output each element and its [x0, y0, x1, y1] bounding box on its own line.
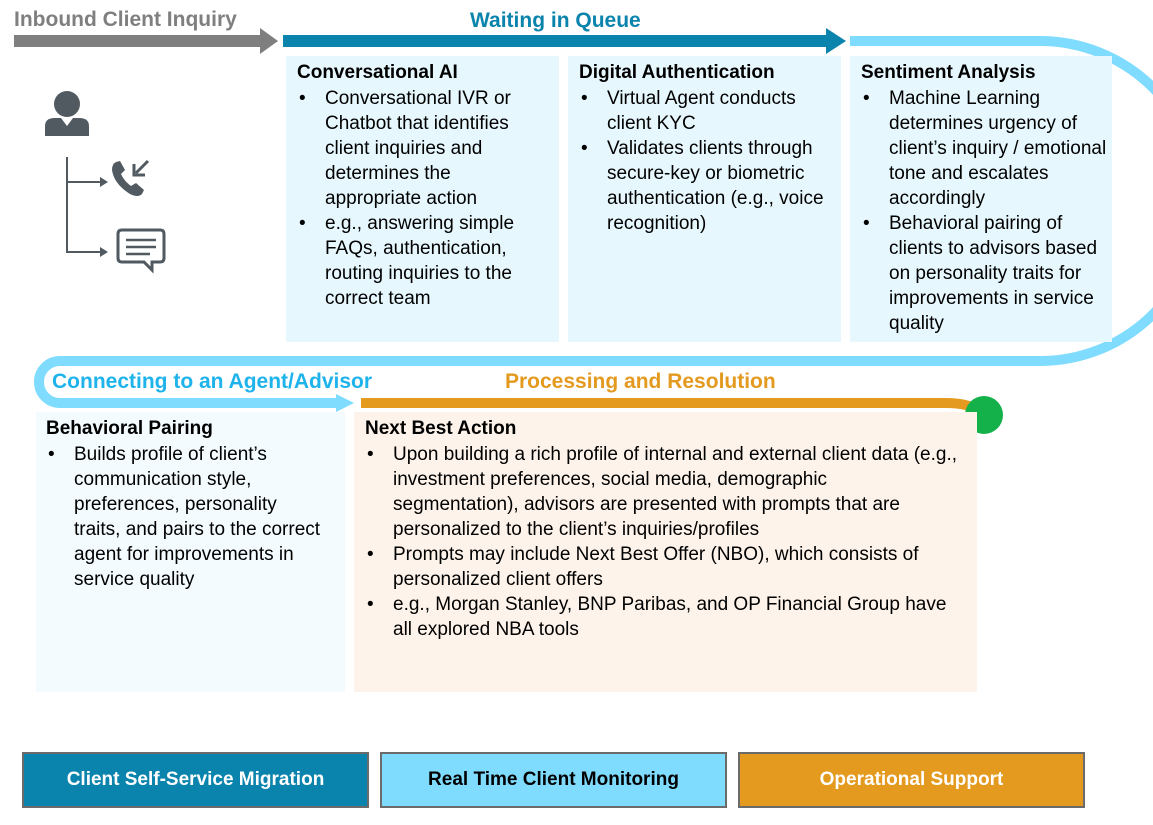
- panel-title: Digital Authentication: [579, 62, 775, 83]
- panel-conversational-ai: [286, 56, 559, 342]
- branch-lines: [67, 157, 102, 252]
- stage-label-queue: Waiting in Queue: [470, 9, 641, 32]
- bullet-item: • Conversational IVR or Chatbot that identifies client inquiries and determines the appropriate action: [297, 86, 551, 211]
- bullet-item: • Machine Learning determines urgency of client’s inquiry / emotional tone and escalates accordingly: [861, 86, 1108, 211]
- panel-title: Next Best Action: [365, 418, 517, 439]
- bullet-item: • Validates clients through secure-key or biometric authentication (e.g., voice recognition): [579, 136, 833, 236]
- stage-label-inbound: Inbound Client Inquiry: [14, 8, 237, 31]
- bullet-list: [46, 442, 325, 592]
- panel-next-best-action: [354, 412, 977, 692]
- legend-real-time-monitoring: Real Time Client Monitoring: [380, 752, 727, 808]
- panel-behavioral-pairing: [36, 412, 345, 692]
- bullet-item: • Prompts may include Next Best Offer (NBO), which consists of personalized client offers: [365, 542, 957, 592]
- stage-label-processing: Processing and Resolution: [505, 370, 776, 393]
- inbound-channels: [30, 80, 180, 280]
- panel-digital-authentication: [568, 56, 841, 342]
- legend-client-self-service: Client Self-Service Migration: [22, 752, 369, 808]
- bullet-item: • Behavioral pairing of clients to advisors based on personality traits for improvements in service quality: [861, 211, 1108, 336]
- bullet-list: [861, 86, 1108, 336]
- bullet-list: [579, 86, 833, 236]
- agent-arrow-head: [336, 394, 354, 412]
- bullet-list: [365, 442, 957, 642]
- panel-sentiment-analysis: [850, 56, 1112, 342]
- bullet-item: • e.g., Morgan Stanley, BNP Paribas, and OP Financial Group have all explored NBA tools: [365, 592, 957, 642]
- panel-title: Sentiment Analysis: [861, 62, 1036, 83]
- stage-label-connecting: Connecting to an Agent/Advisor: [52, 370, 373, 393]
- phone-incoming-icon: [112, 161, 148, 196]
- panel-title: Behavioral Pairing: [46, 418, 213, 439]
- bullet-item: • Virtual Agent conducts client KYC: [579, 86, 833, 136]
- panel-title: Conversational AI: [297, 62, 458, 83]
- bullet-item: • e.g., answering simple FAQs, authentication, routing inquiries to the correct team: [297, 211, 551, 311]
- person-icon: [45, 91, 89, 136]
- legend-operational-support: Operational Support: [738, 752, 1085, 808]
- chat-bubble-icon: [118, 230, 164, 270]
- bullet-list: [297, 86, 551, 311]
- bullet-item: • Upon building a rich profile of internal and external client data (e.g., investment preferences, social media, demographic segmentation), advisors are presented with prompts that are personalized to the client’s inquiries/profiles: [365, 442, 957, 542]
- bullet-item: • Builds profile of client’s communication style, preferences, personality traits, and pairs to the correct agent for improvements in service quality: [46, 442, 325, 592]
